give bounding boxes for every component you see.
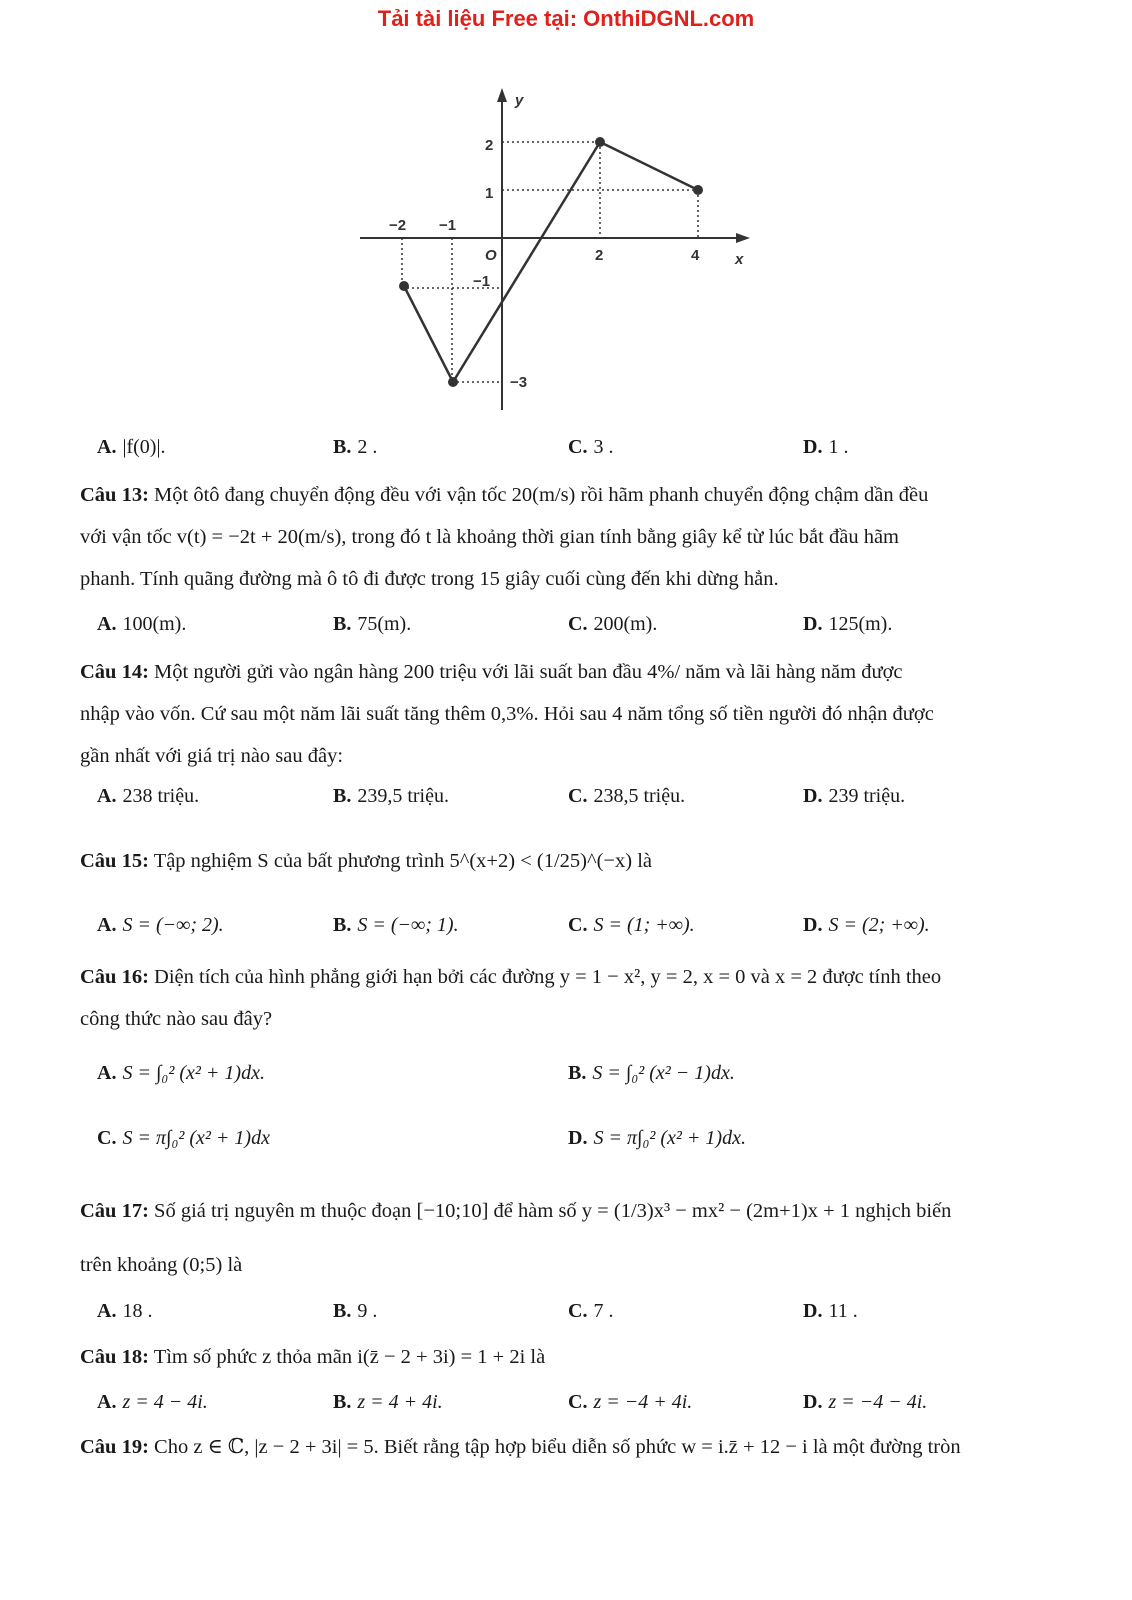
graph-points [399, 137, 703, 387]
y-axis-label: y [515, 92, 524, 109]
q14-option-d[interactable]: D. 239 triệu. [803, 785, 906, 807]
q18-option-b[interactable]: B. z = 4 + 4i. [333, 1391, 443, 1413]
q17-option-b[interactable]: B. 9 . [333, 1300, 378, 1322]
origin-label: O [485, 247, 497, 264]
q18-text [80, 1336, 1040, 1378]
q15-label: Câu 15: [80, 850, 149, 872]
graph-point [693, 185, 703, 195]
tick-y-2: 2 [485, 137, 494, 154]
q17-label: Câu 17: [80, 1200, 149, 1222]
q16-options-row2 [0, 1127, 1132, 1157]
q15-option-c[interactable]: C. S = (1; +∞). [568, 914, 695, 936]
q14-option-c[interactable]: C. 238,5 triệu. [568, 785, 686, 807]
q16-line2: công thức nào sau đây? [80, 1008, 273, 1030]
q18-options [0, 1391, 1132, 1421]
q19-label: Câu 19: [80, 1436, 149, 1458]
q15-stem: Tập nghiệm S của bất phương trình 5^(x+2) < (1/25)^(−x) là [153, 850, 652, 872]
q15-option-a[interactable]: A. S = (−∞; 2). [97, 914, 224, 936]
tick-y-1: 1 [485, 185, 494, 202]
q14-line3: gần nhất với giá trị nào sau đây: [80, 745, 344, 767]
graph-point [595, 137, 605, 147]
q13-option-d[interactable]: D. 125(m). [803, 613, 893, 635]
q14-line2: nhập vào vốn. Cứ sau một năm lãi suất tăng thêm 0,3%. Hỏi sau 4 năm tổng số tiền người đó nhận được [80, 703, 934, 725]
q19-stem: Cho z ∈ ℂ, |z − 2 + 3i| = 5. Biết rằng tập hợp biểu diễn số phức w = i.z̄ + 12 − i là một đường tròn [154, 1436, 961, 1458]
q16-label: Câu 16: [80, 966, 149, 988]
q13-option-b[interactable]: B. 75(m). [333, 613, 412, 635]
q16-option-d[interactable]: D. S = π∫₀² (x² + 1)dx. [568, 1127, 746, 1149]
q16-option-b[interactable]: B. S = ∫₀² (x² − 1)dx. [568, 1062, 735, 1084]
x-axis-arrow [736, 233, 750, 243]
q15-options [0, 914, 1132, 944]
q14-option-b[interactable]: B. 239,5 triệu. [333, 785, 449, 807]
q12-options [0, 436, 1132, 466]
q13-line2: với vận tốc v(t) = −2t + 20(m/s), trong đó t là khoảng thời gian tính bằng giây kể từ lúc bắt đầu hãm [80, 526, 899, 548]
graph-point [448, 377, 458, 387]
q13-option-c[interactable]: C. 200(m). [568, 613, 658, 635]
q14-option-a[interactable]: A. 238 triệu. [97, 785, 200, 807]
q15-option-b[interactable]: B. S = (−∞; 1). [333, 914, 459, 936]
q16-line1: Diện tích của hình phẳng giới hạn bởi các đường y = 1 − x², y = 2, x = 0 và x = 2 được tính theo [154, 966, 942, 988]
q14-text [80, 651, 1040, 777]
q16-option-c[interactable]: C. S = π∫₀² (x² + 1)dx [97, 1127, 270, 1149]
guide-lines [402, 142, 698, 382]
q18-stem: Tìm số phức z thỏa mãn i(z̄ − 2 + 3i) = 1 + 2i là [153, 1346, 546, 1368]
header-banner[interactable]: Tải tài liệu Free tại: OnthiDGNL.com [377, 6, 755, 31]
q17-option-d[interactable]: D. 11 . [803, 1300, 858, 1322]
q12-option-a[interactable]: A. |f(0)|. [97, 436, 166, 458]
q12-option-b[interactable]: B. 2 . [333, 436, 378, 458]
q13-options [0, 613, 1132, 643]
q14-options [0, 785, 1132, 815]
x-axis-label: x [735, 251, 744, 268]
q13-line1: Một ôtô đang chuyển động đều với vận tốc 20(m/s) rồi hãm phanh chuyển động chậm dần đều [154, 484, 929, 506]
q13-label: Câu 13: [80, 484, 149, 506]
tick-x-m1: −1 [439, 217, 457, 234]
q13-option-a[interactable]: A. 100(m). [97, 613, 187, 635]
q13-text [80, 474, 1040, 600]
q18-option-a[interactable]: A. z = 4 − 4i. [97, 1391, 208, 1413]
tick-y-m1: −1 [473, 273, 491, 290]
q15-text [80, 840, 1040, 882]
q18-label: Câu 18: [80, 1346, 149, 1368]
q18-option-d[interactable]: D. z = −4 − 4i. [803, 1391, 928, 1413]
q14-line1: Một người gửi vào ngân hàng 200 triệu với lãi suất ban đầu 4%/ năm và lãi hàng năm được [154, 661, 903, 683]
graph-polyline [404, 142, 698, 382]
function-graph [345, 80, 775, 425]
q16-option-a[interactable]: A. S = ∫₀² (x² + 1)dx. [97, 1062, 265, 1084]
q12-option-c[interactable]: C. 3 . [568, 436, 614, 458]
q14-label: Câu 14: [80, 661, 149, 683]
q15-option-d[interactable]: D. S = (2; +∞). [803, 914, 930, 936]
q19-text [80, 1426, 1040, 1468]
tick-x-m2: −2 [389, 217, 407, 234]
q16-text [80, 956, 1040, 1040]
q17-option-c[interactable]: C. 7 . [568, 1300, 614, 1322]
tick-x-2: 2 [595, 247, 604, 264]
q17-line1: Số giá trị nguyên m thuộc đoạn [−10;10] để hàm số y = (1/3)x³ − mx² − (2m+1)x + 1 nghịch biến [154, 1200, 952, 1222]
q18-option-c[interactable]: C. z = −4 + 4i. [568, 1391, 693, 1413]
q17-text [80, 1190, 1040, 1286]
tick-x-4: 4 [691, 247, 700, 264]
q17-options [0, 1300, 1132, 1330]
graph-point [399, 281, 409, 291]
q12-option-d[interactable]: D. 1 . [803, 436, 849, 458]
y-axis-arrow [497, 88, 507, 102]
q17-option-a[interactable]: A. 18 . [97, 1300, 153, 1322]
q17-line2: trên khoảng (0;5) là [80, 1254, 243, 1276]
q16-options-row1 [0, 1062, 1132, 1092]
q13-line3: phanh. Tính quãng đường mà ô tô đi được trong 15 giây cuối cùng đến khi dừng hẳn. [80, 568, 779, 590]
tick-y-m3: −3 [510, 374, 528, 391]
